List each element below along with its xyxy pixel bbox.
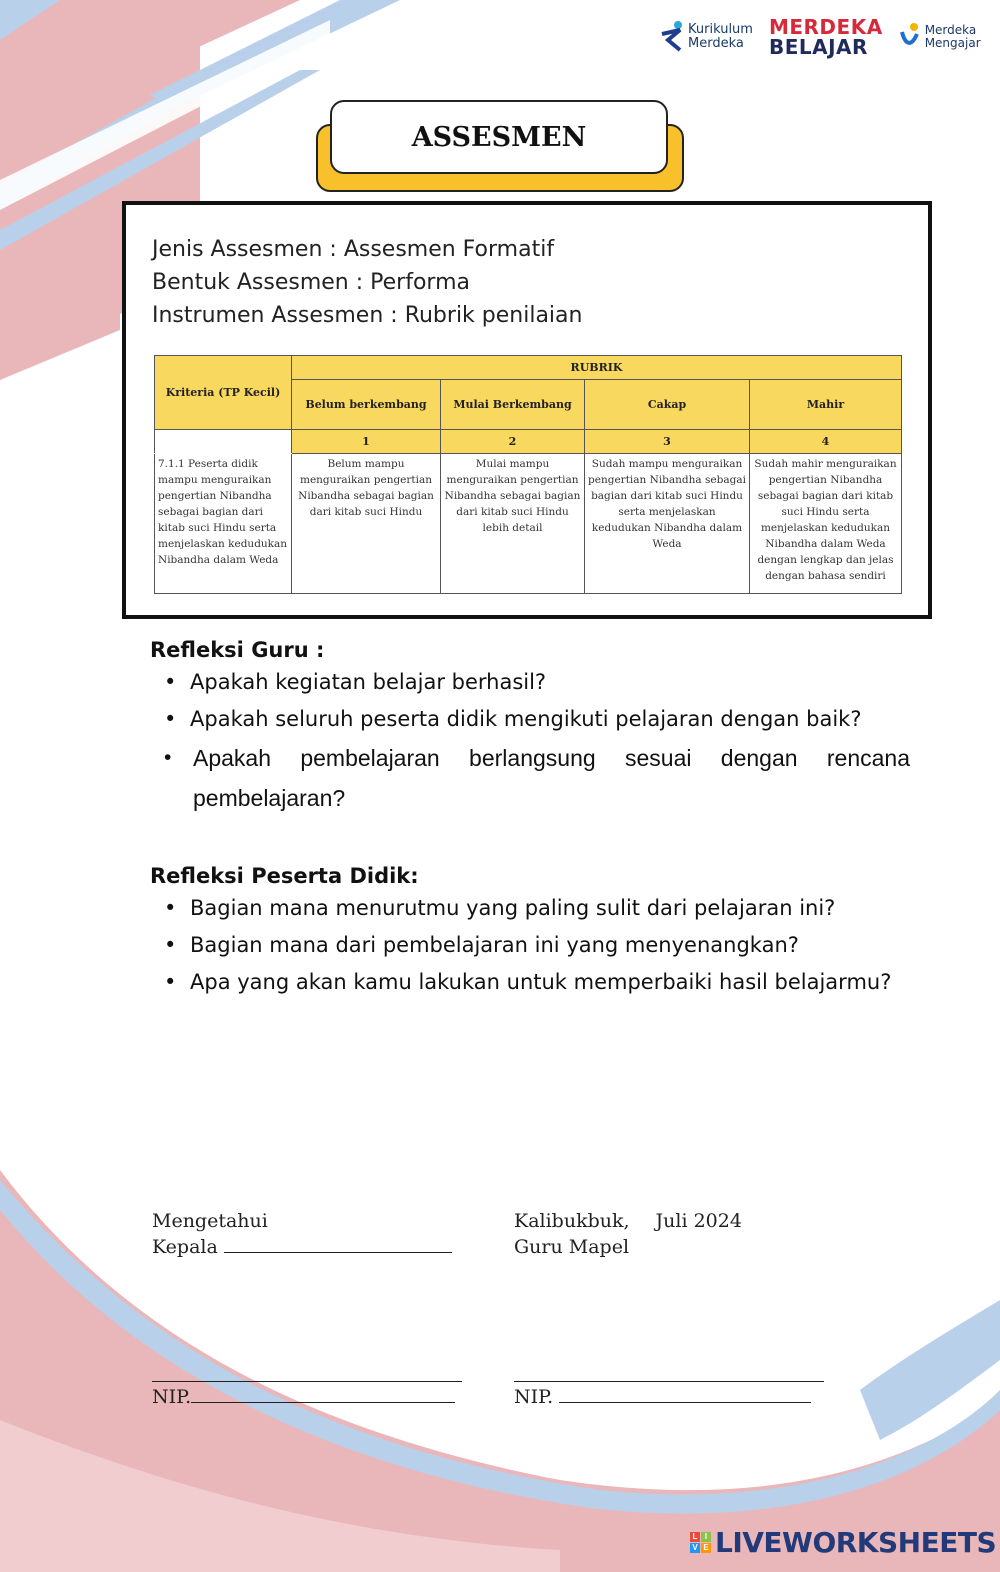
logo1-line2: Merdeka [688, 36, 744, 51]
nip-left [152, 1384, 455, 1410]
nip-left-blank [191, 1384, 455, 1403]
liveworksheets-icon [690, 1532, 711, 1553]
info-jenis: Jenis Assesmen : Assesmen Formatif [152, 237, 555, 262]
list-item: • Apakah kegiatan belajar berhasil? [150, 664, 910, 701]
logo-kurikulum-merdeka [660, 20, 753, 54]
rubric-score: 2 [441, 430, 585, 454]
logo-merdeka-belajar [769, 17, 883, 57]
liveworksheets-logo [690, 1526, 996, 1559]
list-item: • Bagian mana dari pembelajaran ini yang menyenangkan? [150, 927, 910, 964]
grid-letter: L [690, 1532, 700, 1542]
merdeka-mengajar-icon [899, 22, 921, 52]
title-banner [316, 100, 682, 192]
logo2-line2: BELAJAR [768, 35, 868, 59]
assessment-box [122, 201, 932, 619]
rubric-level: Belum berkembang [292, 380, 441, 430]
list-item: • Apakah pembelajaran berlangsung sesuai dengan rencana pembelajaran? [150, 738, 910, 818]
refleksi-siswa-list [150, 890, 910, 1001]
rubric-table [154, 355, 902, 594]
rubric-header-kriteria: Kriteria (TP Kecil) [155, 356, 292, 430]
signature-right [514, 1208, 834, 1260]
kurikulum-merdeka-icon [660, 20, 684, 54]
nip-right-label: NIP. [514, 1386, 554, 1408]
list-item: • Bagian mana menurutmu yang paling sulit dari pelajaran ini? [150, 890, 910, 927]
refleksi-siswa-section [150, 864, 910, 1001]
liveworksheets-wordmark: LIVEWORKSHEETS [715, 1526, 997, 1559]
list-item: • Apakah seluruh peserta didik mengikuti pelajaran dengan baik? [150, 701, 910, 738]
header-logos [660, 14, 980, 60]
rubric-level: Cakap [585, 380, 750, 430]
logo1-line1: Kurikulum [688, 22, 753, 37]
rubric-description: Mulai mampu menguraikan pengertian Nibandha sebagai bagian dari kitab suci Hindu lebih detail [441, 454, 585, 594]
rubric-description: Sudah mampu menguraikan pengertian Nibandha sebagai bagian dari kitab suci Hindu serta menjelaskan kedudukan Nibandha dalam Weda [585, 454, 750, 594]
rubric-description: Sudah mahir menguraikan pengertian Nibandha sebagai bagian dari kitab suci Hindu serta menjelaskan kedudukan Nibandha dalam Weda dengan lengkap dan jelas dengan bahasa sendiri [750, 454, 902, 594]
logo3-line1: Merdeka [924, 23, 977, 37]
refleksi-guru-list [150, 664, 910, 818]
signature-place: Kalibukbuk, [514, 1210, 630, 1232]
signature-date: Juli 2024 [655, 1210, 742, 1232]
nip-right-blank [559, 1384, 811, 1403]
signature-left-line1: Mengetahui [152, 1210, 268, 1232]
nip-left-label: NIP. [152, 1386, 192, 1408]
refleksi-siswa-title: Refleksi Peserta Didik: [150, 864, 419, 888]
rubric-description: Belum mampu menguraikan pengertian Nibandha sebagai bagian dari kitab suci Hindu [292, 454, 441, 594]
page-title: ASSESMEN [330, 100, 668, 174]
info-bentuk: Bentuk Assesmen : Performa [152, 270, 470, 295]
grid-letter: E [701, 1543, 711, 1553]
list-item: • Apa yang akan kamu lakukan untuk memperbaiki hasil belajarmu? [150, 964, 910, 1001]
rubric-score: 4 [750, 430, 902, 454]
signature-right-line2: Guru Mapel [514, 1236, 630, 1258]
logo3-line2: Mengajar [924, 36, 981, 50]
refleksi-guru-title: Refleksi Guru : [150, 638, 325, 662]
signature-line-left [152, 1381, 462, 1382]
refleksi-guru-section [150, 638, 910, 818]
logo-merdeka-mengajar [899, 22, 981, 52]
assessment-info [152, 233, 582, 332]
kepala-name-blank [224, 1234, 452, 1253]
signature-left [152, 1208, 472, 1260]
grid-letter: V [690, 1543, 700, 1553]
info-instrumen: Instrumen Assesmen : Rubrik penilaian [152, 303, 583, 328]
grid-letter: I [701, 1532, 711, 1542]
rubric-level: Mahir [750, 380, 902, 430]
signature-left-line2: Kepala [152, 1236, 218, 1258]
rubric-level: Mulai Berkembang [441, 380, 585, 430]
rubric-score: 1 [292, 430, 441, 454]
rubric-score: 3 [585, 430, 750, 454]
signature-line-right [514, 1381, 824, 1382]
rubric-score-empty [155, 430, 292, 454]
rubric-criteria: 7.1.1 Peserta didik mampu menguraikan pengertian Nibandha sebagai bagian dari kitab suci Hindu serta menjelaskan kedudukan Nibandha dalam Weda [155, 454, 292, 594]
logo2-line1: MERDEKA [768, 15, 883, 39]
rubric-header-rubrik: RUBRIK [292, 356, 902, 380]
nip-right [514, 1384, 811, 1410]
